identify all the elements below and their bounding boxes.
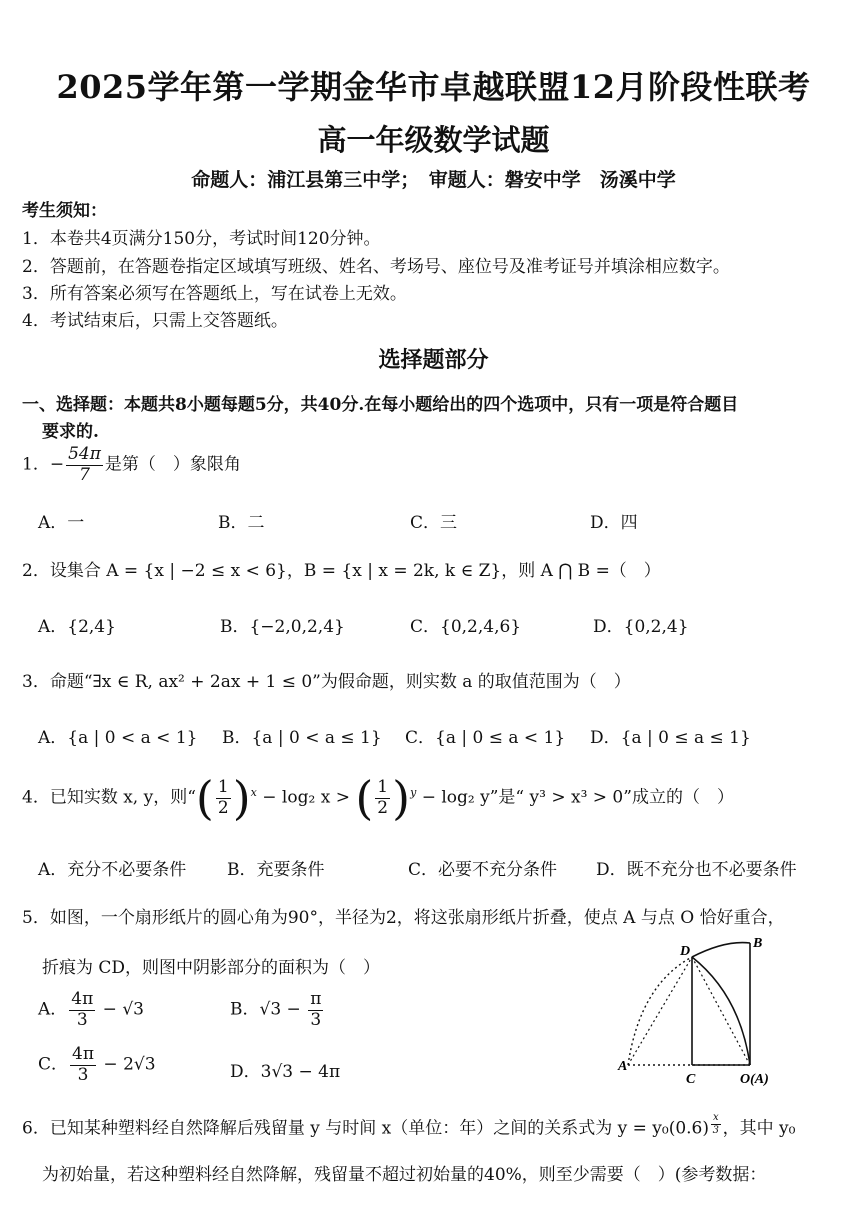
- q2-option-a[interactable]: A．{2,4}: [38, 617, 116, 637]
- notice-item: 2．答题前，在答题卷指定区域填写班级、姓名、考场号、座位号及准考证号并填涂相应数字。: [22, 257, 730, 277]
- q5-option-a[interactable]: [38, 990, 144, 1030]
- q6-exp-den: 3: [712, 1124, 719, 1136]
- q1-text: 是第（ ）象限角: [104, 454, 241, 475]
- label-d: D: [680, 944, 691, 959]
- q4-paren-left: (: [195, 771, 214, 825]
- question-2: 2．设集合 A = {x | −2 ≤ x < 6}，B = {x | x = 2k, k ∈ Z}，则 A ⋂ B =（ ）: [22, 561, 661, 581]
- q3-option-d[interactable]: D．{a | 0 ≤ a ≤ 1}: [590, 728, 751, 748]
- q1-option-d[interactable]: D．四: [590, 513, 638, 533]
- question-6-line1: [22, 1112, 795, 1139]
- q6-exp-frac: [711, 1112, 721, 1136]
- dotted-do: [692, 957, 750, 1065]
- q4-half-y: [375, 778, 390, 818]
- q4-mid1: − log₂ x >: [256, 787, 356, 808]
- q5-c-den: 3: [77, 1064, 89, 1085]
- label-o: O(A): [740, 1072, 769, 1087]
- q1-option-c[interactable]: C．三: [410, 513, 458, 533]
- q2-option-c[interactable]: C．{0,2,4,6}: [410, 617, 522, 637]
- q5-d-label: D．: [230, 1062, 261, 1082]
- q4-option-d[interactable]: D．既不充分也不必要条件: [596, 860, 797, 880]
- label-a: A: [618, 1059, 628, 1074]
- q4-option-a[interactable]: A．充分不必要条件: [38, 860, 187, 880]
- q1-frac-den: 7: [79, 464, 90, 485]
- q2-option-d[interactable]: D．{0,2,4}: [593, 617, 689, 637]
- section-heading-cont: 要求的.: [42, 422, 99, 442]
- q5-b-head: √3 −: [259, 999, 307, 1020]
- q4-half-x: [216, 778, 231, 818]
- q5-c-frac: [70, 1045, 96, 1085]
- q5-b-num: π: [310, 989, 322, 1009]
- q1-neg: −: [49, 454, 65, 475]
- q4-half-num: 1: [217, 776, 229, 797]
- q4-half-den-2: 2: [377, 797, 389, 818]
- question-3: 3．命题“∃x ∈ R, ax² + 2ax + 1 ≤ 0”为假命题，则实数 a 的取值范围为（ ）: [22, 672, 631, 692]
- notice-item: 1．本卷共4页满分150分，考试时间120分钟。: [22, 229, 381, 249]
- label-c: C: [686, 1072, 696, 1087]
- q5-b-den: 3: [310, 1009, 322, 1030]
- q5-a-den: 3: [76, 1009, 88, 1030]
- sector-arc-db: [692, 943, 750, 957]
- q4-mid2: − log₂ y”是“ y³ > x³ > 0”成立的（ ）: [416, 787, 734, 808]
- question-1: [22, 445, 241, 485]
- q5-a-num: 4π: [71, 989, 94, 1009]
- q4-half-den: 2: [217, 797, 229, 818]
- q5-a-tail: − √3: [97, 999, 144, 1020]
- q4-pre: 4．已知实数 x, y，则“: [22, 787, 196, 808]
- sector-fold-figure: [600, 935, 840, 1095]
- notice-item: 4．考试结束后，只需上交答题纸。: [22, 311, 288, 331]
- q4-paren-left-2: (: [355, 771, 374, 825]
- q4-half-num-2: 1: [377, 776, 389, 797]
- q5-a-label: A．: [38, 999, 68, 1020]
- q6-exponent: [709, 1112, 723, 1136]
- question-4: [22, 771, 734, 825]
- section-title: 选择题部分: [378, 347, 489, 373]
- exam-title: 2025学年第一学期金华市卓越联盟12月阶段性联考: [56, 68, 811, 106]
- q3-option-c[interactable]: C．{a | 0 ≤ a < 1}: [405, 728, 566, 748]
- notice-item: 3．所有答案必须写在答题纸上，写在试卷上无效。: [22, 284, 407, 304]
- q4-paren-right-2: ): [392, 771, 411, 825]
- q1-number: 1．: [22, 454, 50, 475]
- q4-exp-y: y: [410, 785, 417, 799]
- section-heading: 一、选择题：本题共8小题每题5分，共40分.在每小题给出的四个选项中，只有一项是符合题目: [22, 395, 739, 415]
- q1-option-a[interactable]: A．一: [38, 513, 85, 533]
- question-5-line1: 5．如图，一个扇形纸片的圆心角为90°，半径为2，将这张扇形纸片折叠，使点 A 与点 O 恰好重合，: [22, 908, 785, 928]
- q6-line1-post: ，其中 y₀: [722, 1118, 796, 1139]
- q5-b-frac: [308, 990, 323, 1030]
- q5-c-label: C．: [38, 1054, 69, 1075]
- q4-paren-right: ): [232, 771, 251, 825]
- q3-option-a[interactable]: A．{a | 0 < a < 1}: [38, 728, 198, 748]
- q5-c-num: 4π: [72, 1044, 95, 1064]
- exam-subtitle: 高一年级数学试题: [317, 123, 550, 157]
- q1-fraction: [66, 445, 103, 485]
- q4-option-b[interactable]: B．充要条件: [227, 860, 325, 880]
- q2-option-b[interactable]: B．{−2,0,2,4}: [220, 617, 345, 637]
- q1-frac-num: 54π: [68, 444, 101, 464]
- question-6-line2: 为初始量，若这种塑料经自然降解，残留量不超过初始量的40%，则至少需要（ ）(参考数据：: [42, 1165, 767, 1185]
- exam-authors: 命题人：浦江县第三中学； 审题人：磐安中学 汤溪中学: [191, 169, 676, 191]
- q5-option-b[interactable]: [230, 990, 325, 1030]
- q3-option-b[interactable]: B．{a | 0 < a ≤ 1}: [222, 728, 382, 748]
- notice-heading: 考生须知：: [22, 201, 107, 221]
- q4-exp-x: x: [250, 785, 257, 799]
- q1-option-b[interactable]: B．二: [218, 513, 265, 533]
- q4-option-c[interactable]: C．必要不充分条件: [408, 860, 558, 880]
- q6-exp-num: x: [713, 1112, 719, 1123]
- q5-a-frac: [69, 990, 95, 1030]
- dotted-ad: [628, 957, 692, 1065]
- q5-c-tail: − 2√3: [98, 1054, 156, 1075]
- q5-option-d[interactable]: [230, 1057, 340, 1082]
- label-b: B: [753, 936, 763, 951]
- question-5-line2: 折痕为 CD，则图中阴影部分的面积为（ ）: [42, 958, 381, 978]
- q6-line1-pre: 6．已知某种塑料经自然降解后残留量 y 与时间 x（单位：年）之间的关系式为 y = y₀(0.6): [22, 1118, 709, 1139]
- q5-d-text: 3√3 − 4π: [260, 1062, 341, 1082]
- q5-b-label: B．: [230, 999, 260, 1020]
- q5-option-c[interactable]: [38, 1045, 156, 1085]
